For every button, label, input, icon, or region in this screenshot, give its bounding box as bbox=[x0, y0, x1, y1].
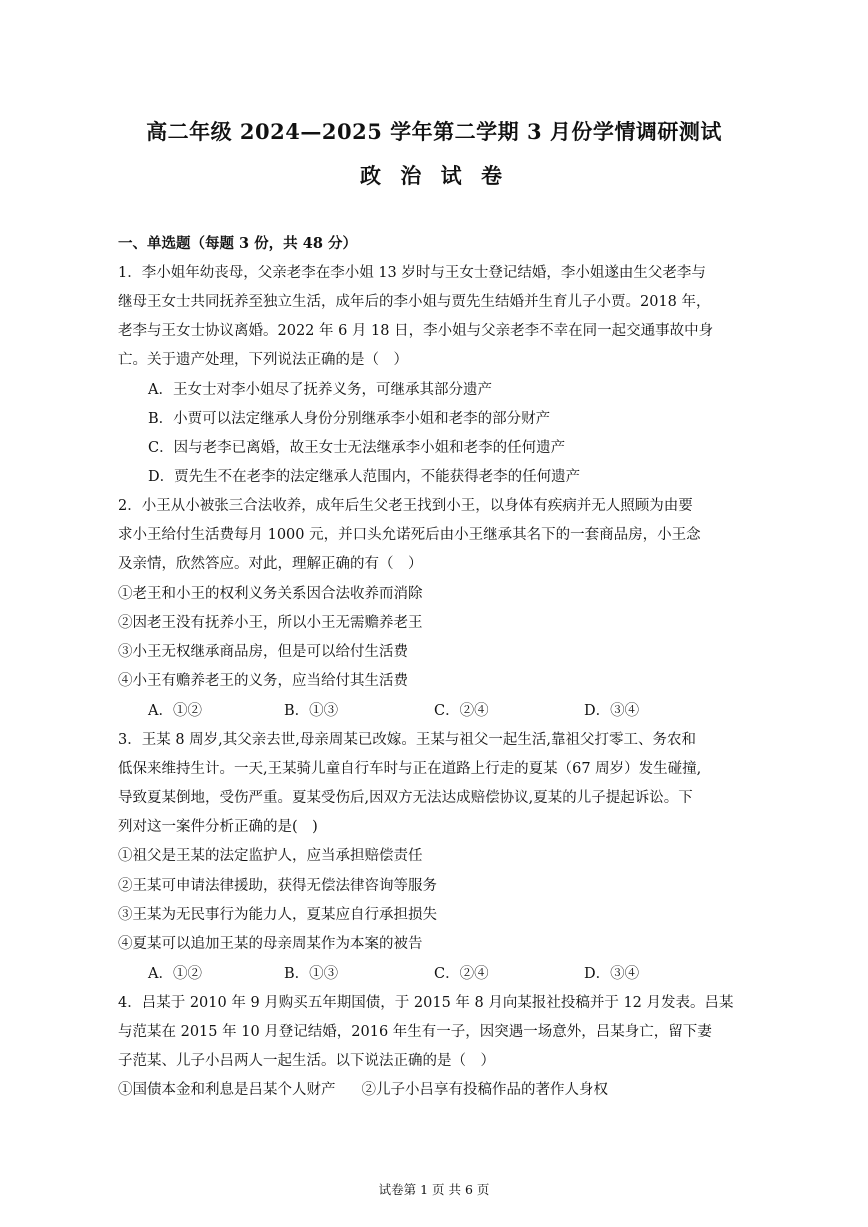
section-heading: 一、单选题（每题 3 份，共 48 分） bbox=[118, 235, 357, 252]
q3-line: 3．王某 8 周岁,其父亲去世,母亲周某已改嫁。王某与祖父一起生活,靠祖父打零工、务农和 bbox=[118, 732, 696, 748]
q3-option-a: A．①② bbox=[148, 966, 202, 982]
q4-items-row bbox=[118, 1080, 608, 1100]
q2-option-b: B．①③ bbox=[284, 703, 339, 719]
q3-option-d: D．③④ bbox=[584, 966, 640, 982]
q1-option-c: C．因与老李已离婚，故王女士无法继承李小姐和老李的任何遗产 bbox=[148, 440, 566, 456]
q3-option-c: C．②④ bbox=[434, 966, 489, 982]
q2-option-a: A．①② bbox=[148, 703, 202, 719]
q1-option-d: D．贾先生不在老李的法定继承人范围内，不能获得老李的任何遗产 bbox=[148, 469, 581, 485]
q4-line: 与范某在 2015 年 10 月登记结婚，2016 年生有一子，因突遇一场意外，吕某身亡，留下妻 bbox=[118, 1024, 712, 1040]
q2-item-3: ③小王无权继承商品房，但是可以给付生活费 bbox=[118, 644, 408, 660]
q2-line: 2．小王从小被张三合法收养，成年后生父老王找到小王，以身体有疾病并无人照顾为由要 bbox=[118, 498, 693, 514]
q4-line: 子范某、儿子小吕两人一起生活。以下说法正确的是（ ） bbox=[118, 1053, 495, 1069]
exam-title: 高二年级 2024—2025 学年第二学期 3 月份学情调研测试 bbox=[146, 119, 722, 144]
q3-line: 列对这一案件分析正确的是( ) bbox=[118, 819, 318, 835]
q4-item-2: ②儿子小吕享有投稿作品的著作人身权 bbox=[361, 1082, 608, 1098]
q2-option-d: D．③④ bbox=[584, 703, 640, 719]
page-footer: 试卷第 1 页 共 6 页 bbox=[378, 1182, 490, 1197]
q3-option-b: B．①③ bbox=[284, 966, 339, 982]
q1-line: 1．李小姐年幼丧母，父亲老李在李小姐 13 岁时与王女士登记结婚，李小姐遂由生父老李与 bbox=[118, 265, 706, 281]
q4-item-1: ①国债本金和利息是吕某个人财产 bbox=[118, 1082, 336, 1098]
q2-line: 求小王给付生活费每月 1000 元，并口头允诺死后由小王继承其名下的一套商品房，小王念 bbox=[118, 527, 701, 543]
q2-item-2: ②因老王没有抚养小王，所以小王无需赡养老王 bbox=[118, 615, 423, 631]
q3-item-2: ②王某可申请法律援助，获得无偿法律咨询等服务 bbox=[118, 878, 437, 894]
q4-line: 4．吕某于 2010 年 9 月购买五年期国债，于 2015 年 8 月向某报社投稿并于 12 月发表。吕某 bbox=[118, 995, 734, 1011]
q1-line: 继母王女士共同抚养至独立生活，成年后的李小姐与贾先生结婚并生育儿子小贾。2018 年， bbox=[118, 294, 711, 310]
q1-line: 亡。关于遗产处理，下列说法正确的是（ ） bbox=[118, 352, 408, 368]
exam-subtitle: 政 治 试 卷 bbox=[360, 163, 508, 188]
q1-option-b: B．小贾可以法定继承人身份分别继承李小姐和老李的部分财产 bbox=[148, 411, 551, 427]
q2-option-c: C．②④ bbox=[434, 703, 489, 719]
q1-line: 老李与王女士协议离婚。2022 年 6 月 18 日，李小姐与父亲老李不幸在同一起交通事故中身 bbox=[118, 323, 714, 339]
q3-line: 导致夏某倒地，受伤严重。夏某受伤后,因双方无法达成赔偿协议,夏某的儿子提起诉讼。下 bbox=[118, 790, 693, 806]
q2-item-4: ④小王有赡养老王的义务，应当给付其生活费 bbox=[118, 673, 408, 689]
q3-item-4: ④夏某可以追加王某的母亲周某作为本案的被告 bbox=[118, 936, 423, 952]
q3-line: 低保来维持生计。一天,王某骑儿童自行车时与正在道路上行走的夏某（67 周岁）发生碰撞, bbox=[118, 761, 702, 777]
q2-line: 及亲情，欣然答应。对此，理解正确的有（ ） bbox=[118, 556, 423, 572]
q3-item-1: ①祖父是王某的法定监护人，应当承担赔偿责任 bbox=[118, 848, 423, 864]
q3-item-3: ③王某为无民事行为能力人，夏某应自行承担损失 bbox=[118, 907, 437, 923]
q2-item-1: ①老王和小王的权利义务关系因合法收养而消除 bbox=[118, 586, 423, 602]
q1-option-a: A．王女士对李小姐尽了抚养义务，可继承其部分遗产 bbox=[148, 382, 492, 398]
